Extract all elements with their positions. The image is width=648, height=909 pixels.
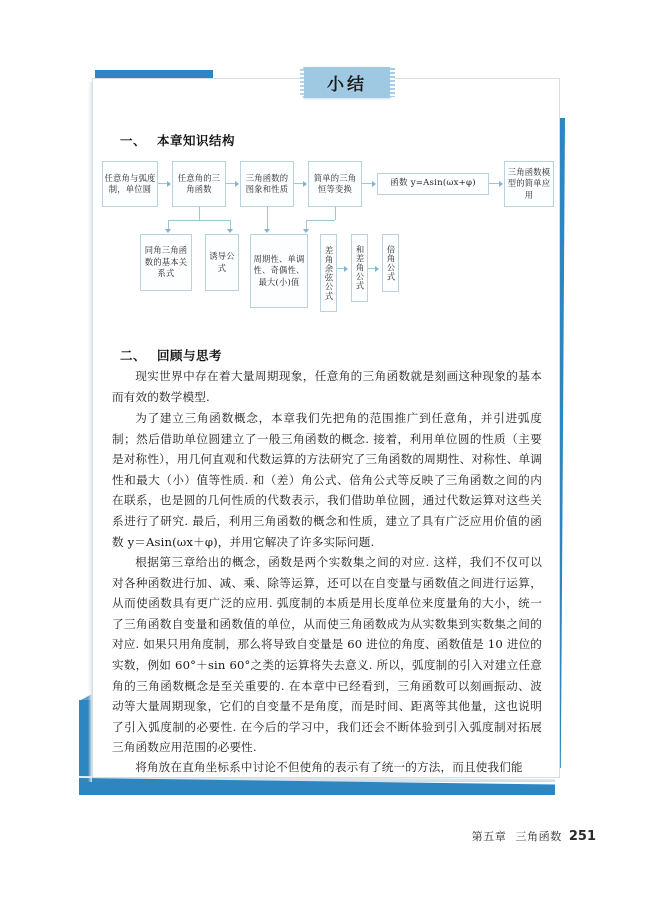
flow-arrowhead-3 [303, 181, 307, 187]
section-label-1: 本章知识结构 [157, 133, 236, 148]
footer-page-number: 251 [568, 829, 596, 844]
flow-connector-6 [337, 268, 344, 269]
flow-branch-bar-a [168, 220, 230, 221]
flow-box-any-angle-radian: 任意角与弧度制，单位圆 [102, 161, 158, 207]
flow-connector-5 [489, 183, 499, 184]
flow-arrowhead-2 [235, 181, 239, 187]
flow-branch-stem-c [335, 207, 336, 220]
flow-branch-drop-a2 [230, 220, 231, 229]
flow-connector-2 [226, 183, 235, 184]
flow-branch-bar-c [306, 220, 335, 221]
flow-box-simple-identity: 简单的三角恒等变换 [308, 161, 362, 207]
section-number-1: 一、 [120, 133, 147, 148]
flow-box-periodicity: 周期性、单调性、奇偶性、最大(小)值 [250, 234, 308, 308]
page-footer [472, 828, 596, 844]
flow-arrowhead-7 [375, 266, 379, 272]
flow-box-model-application: 三角函数模型的简单应用 [504, 161, 554, 207]
flow-arrowhead-b [264, 229, 270, 233]
flow-connector-3 [294, 183, 303, 184]
flow-branch-stem-a [199, 207, 200, 220]
flow-box-diff-angle-cos: 差角余弦公式 [320, 234, 337, 312]
flow-box-sum-diff-angle: 和差角公式 [351, 234, 368, 302]
flow-arrowhead-4 [372, 181, 376, 187]
paragraph-4: 将角放在直角坐标系中讨论不但使角的表示有了统一的方法，而且使我们能 [135, 760, 523, 774]
flow-box-same-angle-basic: 同角三角函数的基本关系式 [140, 234, 192, 291]
flow-branch-drop-c1 [306, 220, 307, 229]
flow-arrowhead-c1 [303, 229, 309, 233]
flow-box-formula: 函数 y=Asin(ωx+φ) [377, 173, 489, 195]
flow-connector-1 [158, 183, 167, 184]
paragraph-3: 根据第三章给出的概念，函数是两个实数集之间的对应. 这样，我们不仅可以对各种函数进行加、减、乘、除等运算，还可以在自变量与函数值之间进行运算，从而使函数具有更广泛的应用. 弧度制的本质是用长度单位来度量角的大小，统一了三角函数自变量和函数值的单位，从而使三角函数成为从实数集到实数集之间的对应. 如果只用角度制，那么将导致自变量是 60 进位的角度、函数值是 10 进位的实数，例如 60°＋sin 60°之类的运算将失去意义. 所以，弧度制的引入对建立任意角的三角函数概念是至关重要的. 在本章中已经看到，三角函数可以刻画振动、波动等大量周期现象，它们的自变量不是角度，而是时间、距离等其他量，这也说明了引入弧度制的必要性. 在今后的学习中，我们还会不断体验到引入弧度制对拓展三角函数应用范围的必要性. [112, 555, 542, 755]
flow-arrowhead-5 [499, 181, 503, 187]
flow-arrowhead-a2 [227, 229, 233, 233]
flow-arrowhead-6 [344, 266, 348, 272]
section-heading-knowledge-structure [120, 131, 235, 149]
section-heading-review-reflection [120, 346, 222, 364]
flow-branch-drop-a1 [168, 220, 169, 229]
flow-branch-stem-b [267, 207, 268, 229]
flow-arrowhead-a1 [165, 229, 171, 233]
flow-box-any-angle-trig: 任意角的三角函数 [172, 161, 226, 207]
flow-connector-4 [362, 183, 372, 184]
paragraph-2: 为了建立三角函数概念，本章我们先把角的范围推广到任意角，并引进弧度制；然后借助单位圆建立了一般三角函数的概念. 接着，利用单位圆的性质（主要是对称性），用几何直观和代数运算的方法研究了三角函数的周期性、对称性、单调性和最大（小）值等性质. 和（差）角公式、倍角公式等反映了三角函数之间的内在联系，也是圆的几何性质的代数表示，我们借助单位圆，通过代数运算对这些关系进行了研究. 最后，利用三角函数的概念和性质，建立了具有广泛应用价值的函数 y＝Asin(ωx＋φ)，并用它解决了许多实际问题. [112, 411, 542, 549]
flow-box-induction-formula: 诱导公式 [205, 234, 239, 291]
footer-subject: 三角函数 [515, 830, 562, 843]
section-label-2: 回顾与思考 [157, 348, 223, 363]
page-title: 小结 [327, 75, 367, 95]
flow-arrowhead-1 [167, 181, 171, 187]
flow-box-graph-property: 三角函数的图象和性质 [240, 161, 294, 207]
paragraph-1: 现实世界中存在着大量周期现象，任意角的三角函数就是刻画这种现象的基本而有效的数学模型. [112, 369, 542, 404]
page-title-tag [303, 67, 391, 98]
section-number-2: 二、 [120, 348, 147, 363]
flow-connector-7 [368, 268, 375, 269]
flow-box-double-angle: 倍角公式 [382, 234, 399, 292]
knowledge-structure-flowchart [92, 155, 560, 335]
footer-chapter: 第五章 [471, 830, 507, 843]
